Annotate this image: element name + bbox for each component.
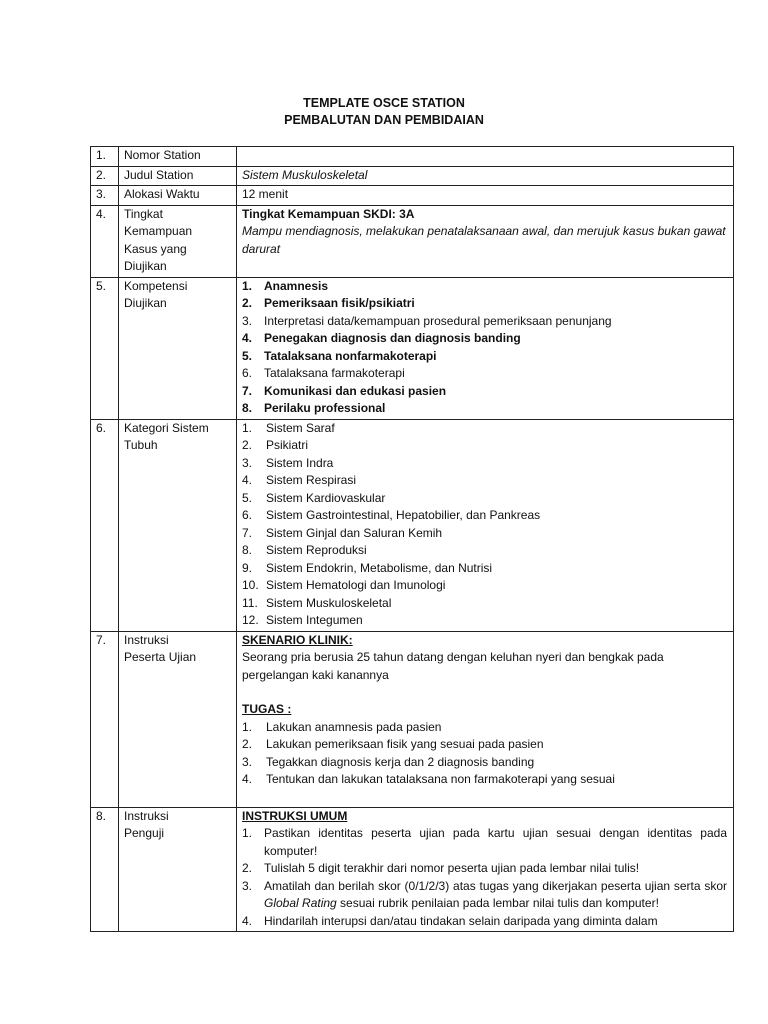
label-line: Tubuh bbox=[124, 438, 158, 452]
table-row bbox=[91, 147, 734, 167]
label-line: Kategori Sistem bbox=[124, 420, 209, 435]
skdi-level-heading: Tingkat Kemampuan SKDI: 3A bbox=[242, 206, 415, 221]
list-item: 2. Tulislah 5 digit terakhir dari nomor peserta ujian pada lembar nilai tulis! bbox=[242, 861, 640, 875]
list-item: 10. Sistem Hematologi dan Imunologi bbox=[242, 578, 446, 592]
general-instructions-heading: INSTRUKSI UMUM bbox=[242, 808, 348, 823]
tasks-heading: TUGAS : bbox=[242, 702, 292, 716]
row-number: 5. bbox=[91, 277, 119, 419]
list-item: 8. Perilaku professional bbox=[242, 401, 386, 415]
list-item: 7. Sistem Ginjal dan Saluran Kemih bbox=[242, 525, 443, 540]
row-label bbox=[119, 419, 237, 631]
list-item: 2. Psikiatri bbox=[242, 438, 309, 452]
row-number: 4. bbox=[91, 205, 119, 277]
table-row bbox=[91, 186, 734, 206]
scenario-heading: SKENARIO KLINIK: bbox=[242, 632, 353, 647]
row-value bbox=[237, 631, 734, 807]
document-subtitle: PEMBALUTAN DAN PEMBIDAIAN bbox=[284, 113, 484, 127]
list-item: 3. Tegakkan diagnosis kerja dan 2 diagnosis banding bbox=[242, 754, 535, 769]
scenario-text: Seorang pria berusia 25 tahun datang dengan keluhan nyeri dan bengkak pada pergelangan kaki kanannya bbox=[242, 650, 664, 682]
list-item: 7. Komunikasi dan edukasi pasien bbox=[242, 383, 447, 398]
task-list bbox=[242, 719, 727, 789]
table-row bbox=[91, 419, 734, 631]
row-label: Alokasi Waktu bbox=[119, 186, 237, 206]
list-item: 12. Sistem Integumen bbox=[242, 613, 363, 627]
list-item: 4. Tentukan dan lakukan tatalaksana non farmakoterapi yang sesuai bbox=[242, 772, 615, 786]
table-row bbox=[91, 166, 734, 186]
row-number: 7. bbox=[91, 631, 119, 807]
list-item: 4. Hindarilah interupsi dan/atau tindakan selain daripada yang diminta dalam bbox=[242, 913, 658, 928]
list-item: 1. Sistem Saraf bbox=[242, 420, 335, 435]
list-item: 6. Sistem Gastrointestinal, Hepatobilier, dan Pankreas bbox=[242, 508, 541, 522]
label-line: Kemampuan bbox=[124, 224, 193, 238]
competency-list bbox=[242, 278, 727, 418]
row-label bbox=[119, 277, 237, 419]
label-line: Instruksi bbox=[124, 808, 169, 823]
list-item: 5. Tatalaksana nonfarmakoterapi bbox=[242, 348, 437, 363]
row-number: 3. bbox=[91, 186, 119, 206]
row-value: 12 menit bbox=[237, 186, 734, 206]
table-row bbox=[91, 631, 734, 807]
examiner-instruction-list bbox=[242, 825, 727, 930]
row-label: Judul Station bbox=[119, 166, 237, 186]
row-number: 2. bbox=[91, 166, 119, 186]
label-line: Tingkat bbox=[124, 206, 163, 221]
list-item: 1. Pastikan identitas peserta ujian pada kartu ujian sesuai dengan identitas pada komputer! bbox=[242, 826, 727, 858]
row-number: 6. bbox=[91, 419, 119, 631]
label-line: Penguji bbox=[124, 826, 165, 840]
row-label: Nomor Station bbox=[119, 147, 237, 167]
label-line: Kompetensi bbox=[124, 278, 188, 293]
row-label bbox=[119, 205, 237, 277]
row-number: 8. bbox=[91, 807, 119, 932]
list-item: 5. Sistem Kardiovaskular bbox=[242, 490, 386, 505]
label-line: Diujikan bbox=[124, 296, 167, 310]
list-item: 4. Sistem Respirasi bbox=[242, 473, 357, 487]
list-item: 6. Tatalaksana farmakoterapi bbox=[242, 366, 405, 380]
list-item: 3. Sistem Indra bbox=[242, 455, 334, 470]
table-row bbox=[91, 205, 734, 277]
row-number: 1. bbox=[91, 147, 119, 167]
label-line: Kasus yang bbox=[124, 241, 187, 256]
list-item: 2. Lakukan pemeriksaan fisik yang sesuai pada pasien bbox=[242, 737, 544, 751]
row-value bbox=[237, 277, 734, 419]
list-item: 3. Amatilah dan berilah skor (0/1/2/3) atas tugas yang dikerjakan peserta ujian serta skor Global Rating sesuai rubrik penilaian pada lembar nilai tulis dan komputer! bbox=[242, 878, 727, 910]
list-item: 2. Pemeriksaan fisik/psikiatri bbox=[242, 296, 415, 310]
row-value bbox=[237, 419, 734, 631]
row-value bbox=[237, 807, 734, 932]
row-label bbox=[119, 807, 237, 932]
list-item: 3. Interpretasi data/kemampuan prosedural pemeriksaan penunjang bbox=[242, 313, 612, 328]
table-row bbox=[91, 277, 734, 419]
row-value bbox=[237, 205, 734, 277]
list-item: 11. Sistem Muskuloskeletal bbox=[242, 595, 392, 610]
list-item: 1. Anamnesis bbox=[242, 278, 329, 293]
row-label bbox=[119, 631, 237, 807]
list-item: 1. Lakukan anamnesis pada pasien bbox=[242, 719, 442, 734]
label-line: Instruksi bbox=[124, 632, 169, 647]
skdi-level-description: Mampu mendiagnosis, melakukan penatalaksanaan awal, dan merujuk kasus bukan gawat darurat bbox=[242, 224, 726, 256]
row-value: Sistem Muskuloskeletal bbox=[237, 166, 734, 186]
list-item: 8. Sistem Reproduksi bbox=[242, 543, 367, 557]
row-value bbox=[237, 147, 734, 167]
label-line: Peserta Ujian bbox=[124, 650, 197, 664]
list-item: 4. Penegakan diagnosis dan diagnosis banding bbox=[242, 331, 521, 345]
table-row bbox=[91, 807, 734, 932]
document-title: TEMPLATE OSCE STATION bbox=[303, 96, 465, 110]
list-item: 9. Sistem Endokrin, Metabolisme, dan Nutrisi bbox=[242, 560, 493, 575]
body-system-list bbox=[242, 420, 727, 630]
osce-station-table bbox=[90, 146, 734, 932]
label-line: Diujikan bbox=[124, 259, 167, 273]
